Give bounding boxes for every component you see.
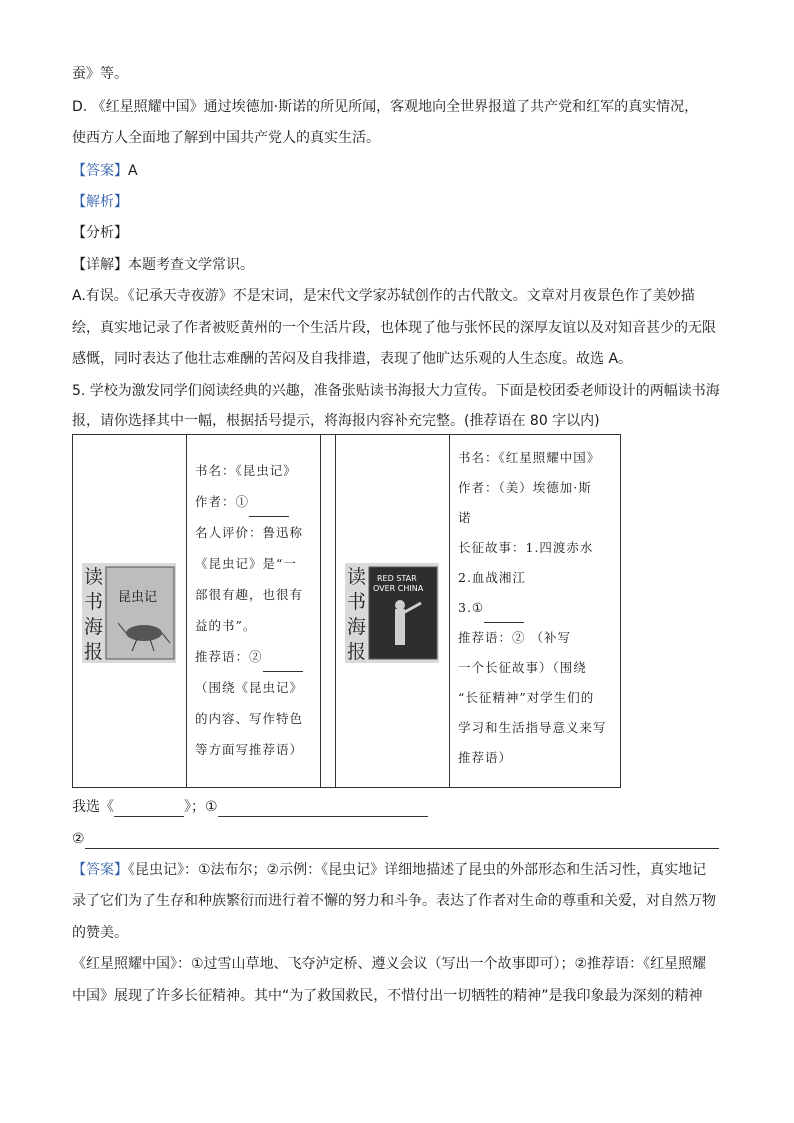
answer5-line: 《红星照耀中国》：①过雪山草地、飞夺泸定桥、遵义会议（写出一个故事即可）；②推荐语：《红星照耀: [72, 956, 707, 972]
svg-text:书: 书: [347, 591, 367, 613]
svg-text:读: 读: [84, 566, 104, 588]
answer-tag: 【答案】: [72, 163, 128, 179]
poster-table: [72, 434, 621, 788]
answer5-line: 【答案】《昆虫记》：①法布尔；②示例：《昆虫记》详细地描述了昆虫的外部形态和生活习性，真实地记: [72, 862, 707, 878]
analysis-line: A.有误。《记承天寺夜游》不是宋词，是宋代文学家苏轼创作的古代散文。文章对月夜景色作了美妙描: [72, 288, 695, 304]
gap-cell: [321, 435, 336, 788]
svg-text:报: 报: [347, 641, 367, 663]
poster1-line: 等方面写推荐语）: [195, 742, 304, 757]
poster2-line: 2.血战湘江: [458, 570, 526, 585]
question-line: 报，请你选择其中一幅，根据括号提示，将海报内容补充完整。(推荐语在 80 字以内): [72, 413, 600, 429]
poster2-line: 3.①: [450, 593, 620, 623]
detail-tag: 【详解】: [72, 257, 128, 273]
svg-text:OVER CHINA: OVER CHINA: [373, 584, 424, 593]
poster1-line: 书名：《昆虫记》: [195, 463, 297, 478]
poster2-line: “长征精神”对学生们的: [458, 690, 595, 705]
poster2-line: 诺: [458, 510, 472, 525]
answer-value: A: [128, 163, 138, 179]
poster1-line: 《昆虫记》是“一: [195, 556, 297, 571]
svg-text:海: 海: [84, 616, 104, 638]
poster1-line: 作者：①: [187, 486, 320, 517]
intro-line: 蚕》等。: [72, 66, 128, 82]
book-choice-blank[interactable]: [114, 816, 184, 817]
analysis-tag: 【解析】: [72, 194, 128, 210]
choice-line: 我选《 》；①: [72, 797, 428, 817]
answer-4: [72, 161, 138, 181]
question-line: 5. 学校为激发同学们阅读经典的兴趣，准备张贴读书海报大力宣传。下面是校团委老师设计的两幅读书海: [72, 383, 720, 399]
answer5-line: 录了它们为了生存和种族繁衍而进行着不懈的努力和斗争。表达了作者对生命的尊重和关爱，对自然万物: [72, 893, 716, 909]
poster2-line: 书名：《红星照耀中国》: [458, 450, 601, 465]
poster2-image-cell: [336, 435, 450, 788]
detail-line: [72, 255, 254, 275]
poster1-line: （围绕《昆虫记》: [195, 680, 304, 695]
svg-text:报: 报: [84, 641, 104, 663]
poster2-line: 一个长征故事）（围绕: [458, 660, 587, 675]
intro-line: 使西方人全面地了解到中国共产党人的真实生活。: [72, 130, 380, 146]
analysis-line: 感慨，同时表达了他壮志难酬的苦闷及自我排遣，表现了他旷达乐观的人生态度。故选 A。: [72, 351, 633, 367]
poster1-line: 名人评价：鲁迅称: [195, 525, 304, 540]
fenxi-tag: 【分析】: [72, 225, 128, 241]
poster2-line: 作者：（美）埃德加·斯: [458, 480, 592, 495]
svg-text:书: 书: [84, 591, 104, 613]
svg-text:读: 读: [347, 566, 367, 588]
poster2-image: [345, 563, 439, 663]
poster2-line: 推荐语）: [458, 750, 513, 765]
svg-text:昆虫记: 昆虫记: [118, 590, 158, 605]
poster1-image: [82, 563, 176, 663]
answer5-line: 中国》展现了许多长征精神。其中“为了救国救民，不惜付出一切牺牲的精神”是我印象最为深刻的精神: [72, 988, 703, 1004]
poster1-line: 推荐语：②: [187, 641, 320, 672]
poster2-text-cell: [450, 435, 621, 788]
svg-text:海: 海: [347, 616, 367, 638]
blank-line-2: ②: [72, 829, 719, 849]
poster1-text-cell: [187, 435, 321, 788]
detail-text: 本题考查文学常识。: [128, 257, 254, 273]
poster2-line: 推荐语：② （补写: [458, 630, 571, 645]
poster1-line: 的内容、写作特色: [195, 711, 304, 726]
poster1-line: 益的书”。: [195, 618, 257, 633]
poster1-line: 部很有趣，也很有: [195, 587, 304, 602]
analysis-line: 绘，真实地记录了作者被贬黄州的一个生活片段，也体现了他与张怀民的深厚友谊以及对知音甚少的无限: [72, 320, 716, 336]
poster1-image-cell: [73, 435, 187, 788]
answer5-line: 的赞美。: [72, 925, 128, 941]
answer-2-blank[interactable]: [85, 848, 719, 849]
intro-line: D. 《红星照耀中国》通过埃德加·斯诺的所见所闻，客观地向全世界报道了共产党和红军的真实情况，: [72, 99, 699, 115]
answer-1-blank[interactable]: [218, 816, 428, 817]
poster2-line: 长征故事：1.四渡赤水: [458, 540, 594, 555]
answer-tag: 【答案】: [72, 862, 128, 878]
svg-text:RED STAR: RED STAR: [377, 574, 417, 583]
poster2-line: 学习和生活指导意义来写: [458, 720, 607, 735]
